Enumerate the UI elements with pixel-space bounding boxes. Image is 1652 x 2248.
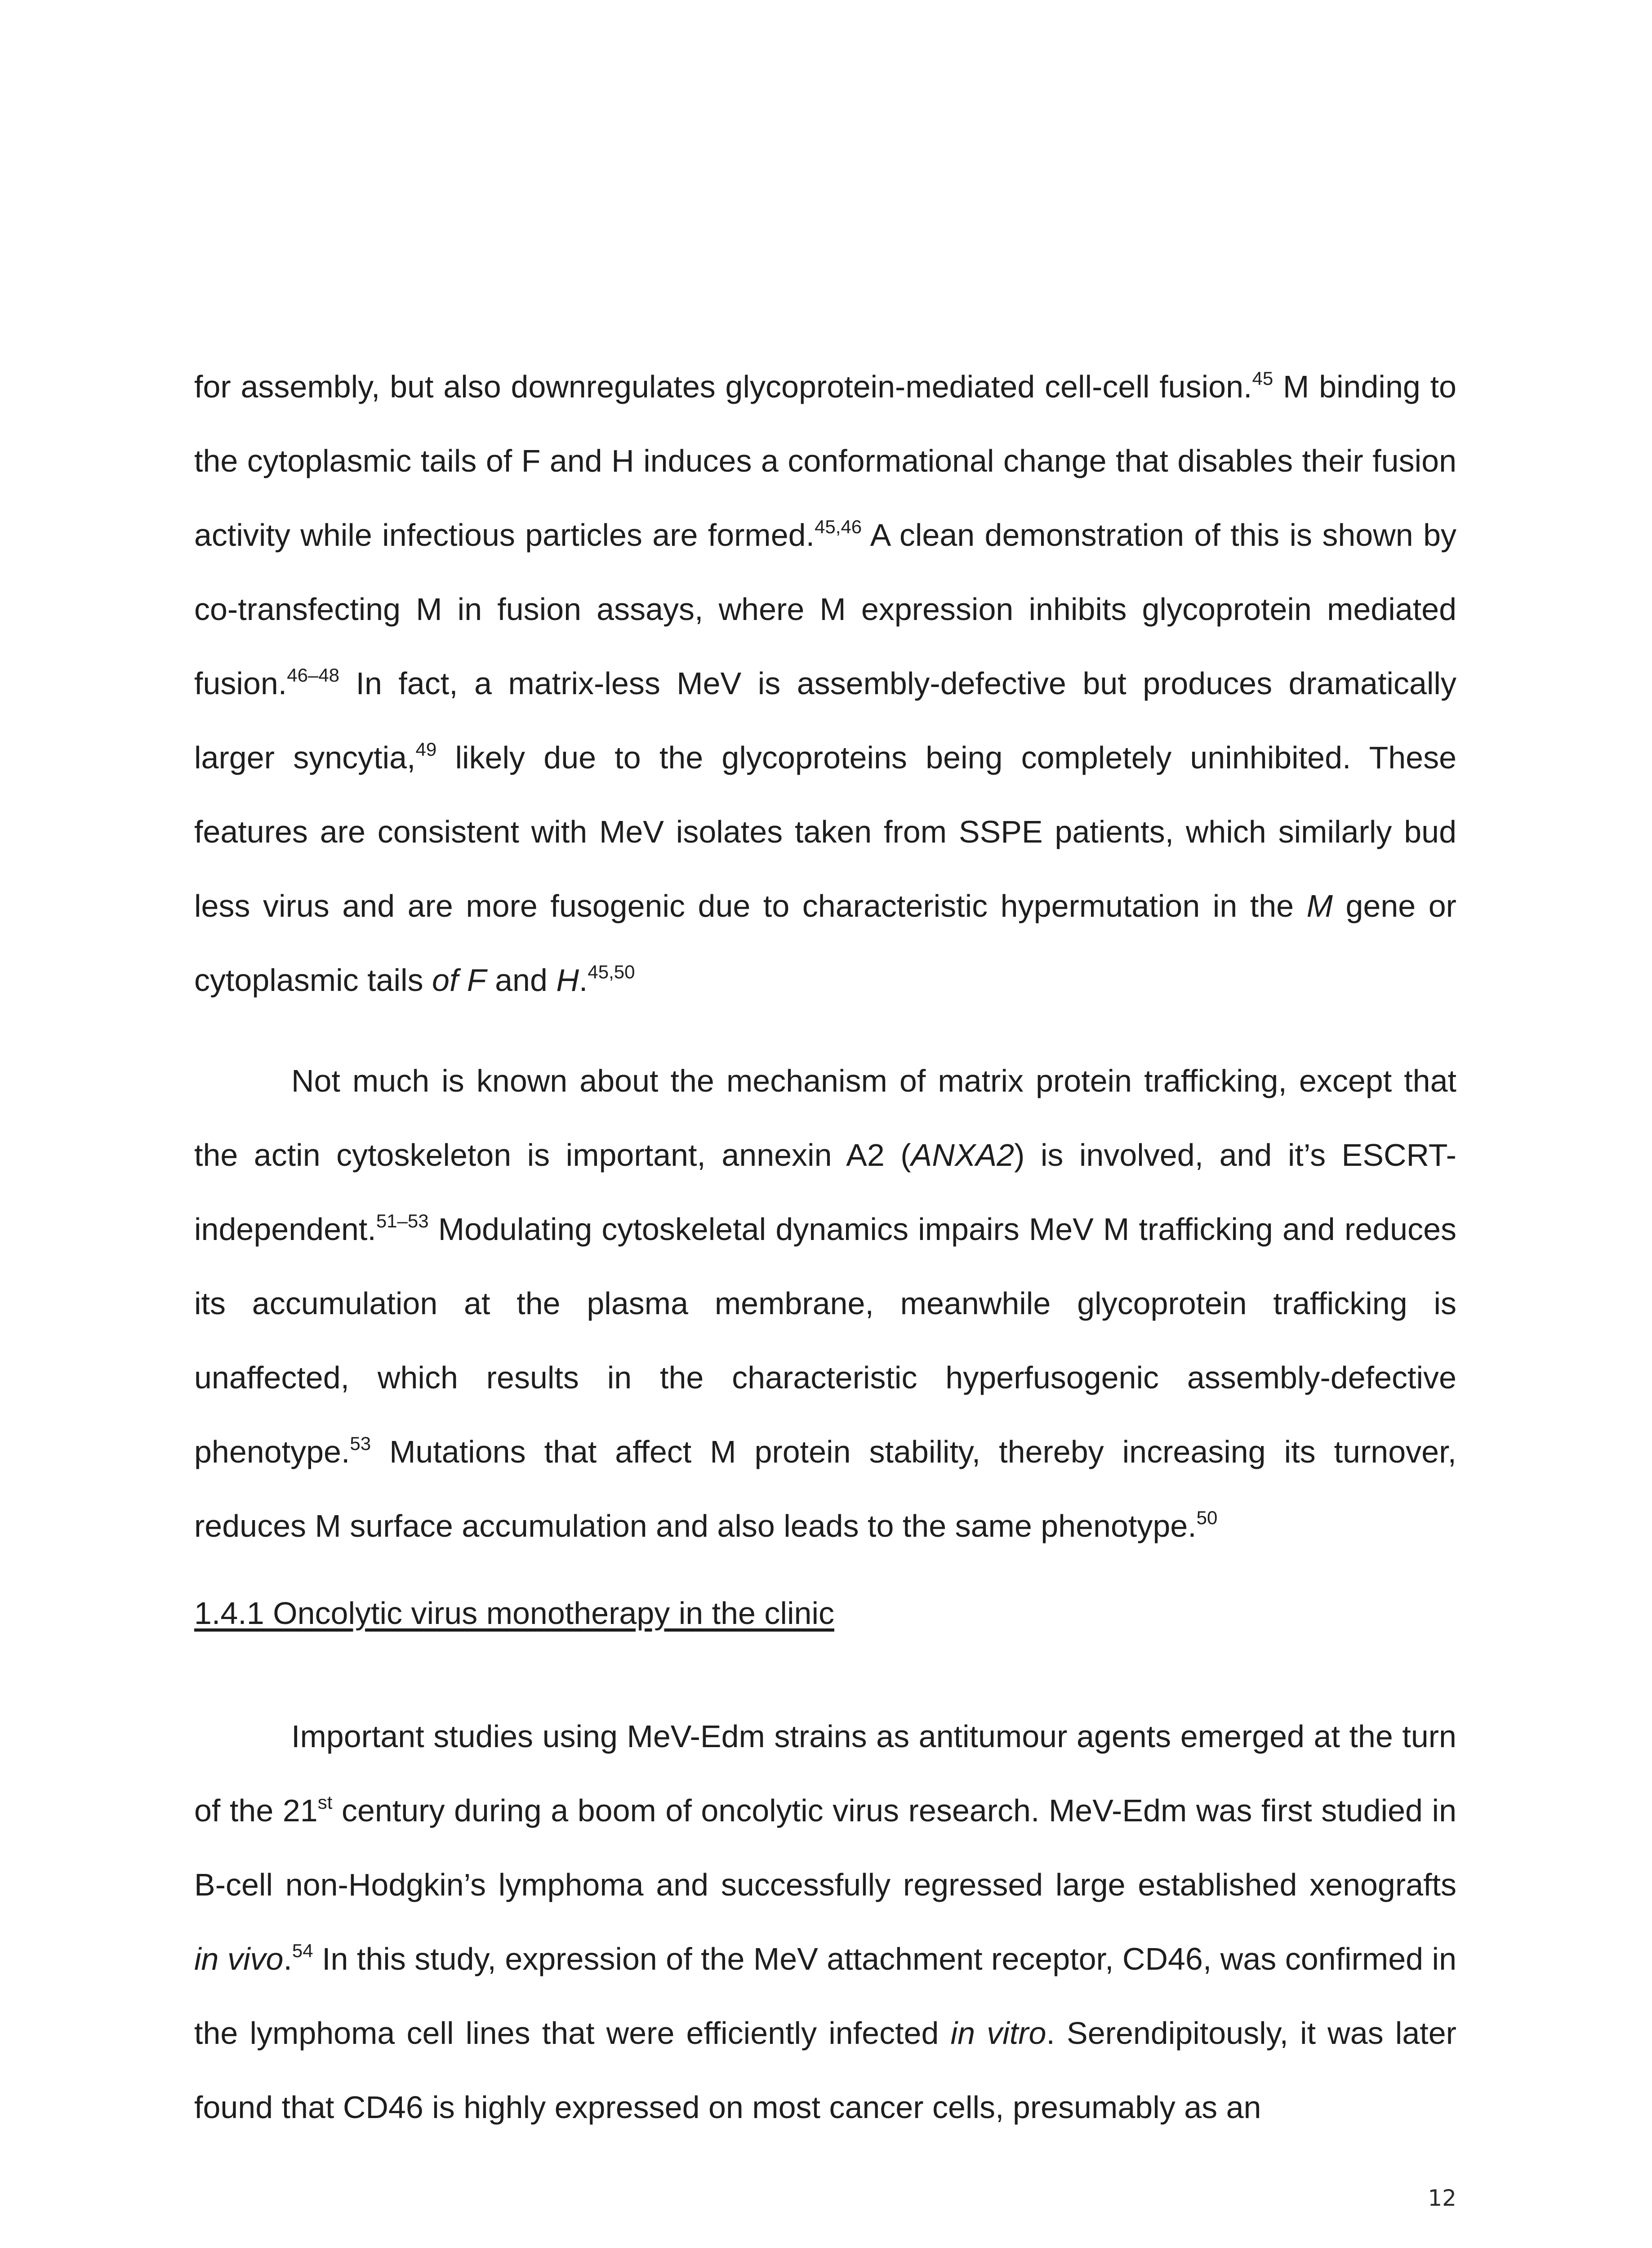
page-number: 12 xyxy=(1428,2185,1456,2211)
citation: 49 xyxy=(415,739,437,760)
citation: 51–53 xyxy=(376,1210,429,1231)
citation: 45,46 xyxy=(815,516,862,537)
citation: 45 xyxy=(1252,368,1274,389)
citation: 45,50 xyxy=(588,961,635,982)
section-heading: 1.4.1 Oncolytic virus monotherapy in the clinic xyxy=(194,1596,834,1631)
citation: 50 xyxy=(1196,1507,1218,1528)
paragraph-assembly-fusion: for assembly, but also downregulates glycoprotein-mediated cell-cell fusion.$^{45}$ M binding to the cytoplasmic tails of F and H induces a conformational change that disables their fusion activity while infectious particles are formed.$^{45,46}$ A clean demonstration of this is shown by co-transfecting M in fusion assays, where M expression inhibits glycoprotein mediated fusion.$^{46-48}$ In fact, a matrix-less MeV is assembly-defective but produces dramatically larger syncytia,$^{49}$ likely due to the glycoproteins being completely uninhibited. These features are consistent with MeV isolates taken from SSPE patients, which similarly bud less virus and are more fusogenic due to characteristic hypermutation in the M gene or cytoplasmic tails of F and H.$^{45,50}$ xyxy=(194,368,1456,998)
paragraph-matrix-trafficking: Not much is known about the mechanism of matrix protein trafficking, except that the actin cytoskeleton is important, annexin A2 (ANXA2) is involved, and it’s ESCRT-independent.$^{51-53}$ Modulating cytoskeletal dynamics impairs MeV M trafficking and reduces its accumulation at the plasma membrane, meanwhile glycoprotein trafficking is unaffected, which results in the characteristic hyperfusogenic assembly-defective phenotype.$^{53}$ Mutations that affect M protein stability, thereby increasing its turnover, reduces M surface accumulation and also leads to the same phenotype.$^{50}$ xyxy=(194,1063,1456,1543)
citation: 46–48 xyxy=(287,665,340,686)
paragraph-oncolytic-studies: Important studies using MeV-Edm strains as antitumour agents emerged at the turn of the 21st century during a boom of oncolytic virus research. MeV-Edm was first studied in B-cell non-Hodgkin’s lymphoma and successfully regressed large established xenografts in vivo.$^{54}$ In this study, expression of the MeV attachment receptor, CD46, was confirmed in the lymphoma cell lines that were efficiently infected in vitro. Serendipitously, it was later found that CD46 is highly expressed on most cancer cells, presumably as an xyxy=(194,1719,1457,2125)
citation: 53 xyxy=(350,1433,371,1454)
superscript: st xyxy=(317,1792,333,1813)
citation: 54 xyxy=(292,1940,313,1961)
